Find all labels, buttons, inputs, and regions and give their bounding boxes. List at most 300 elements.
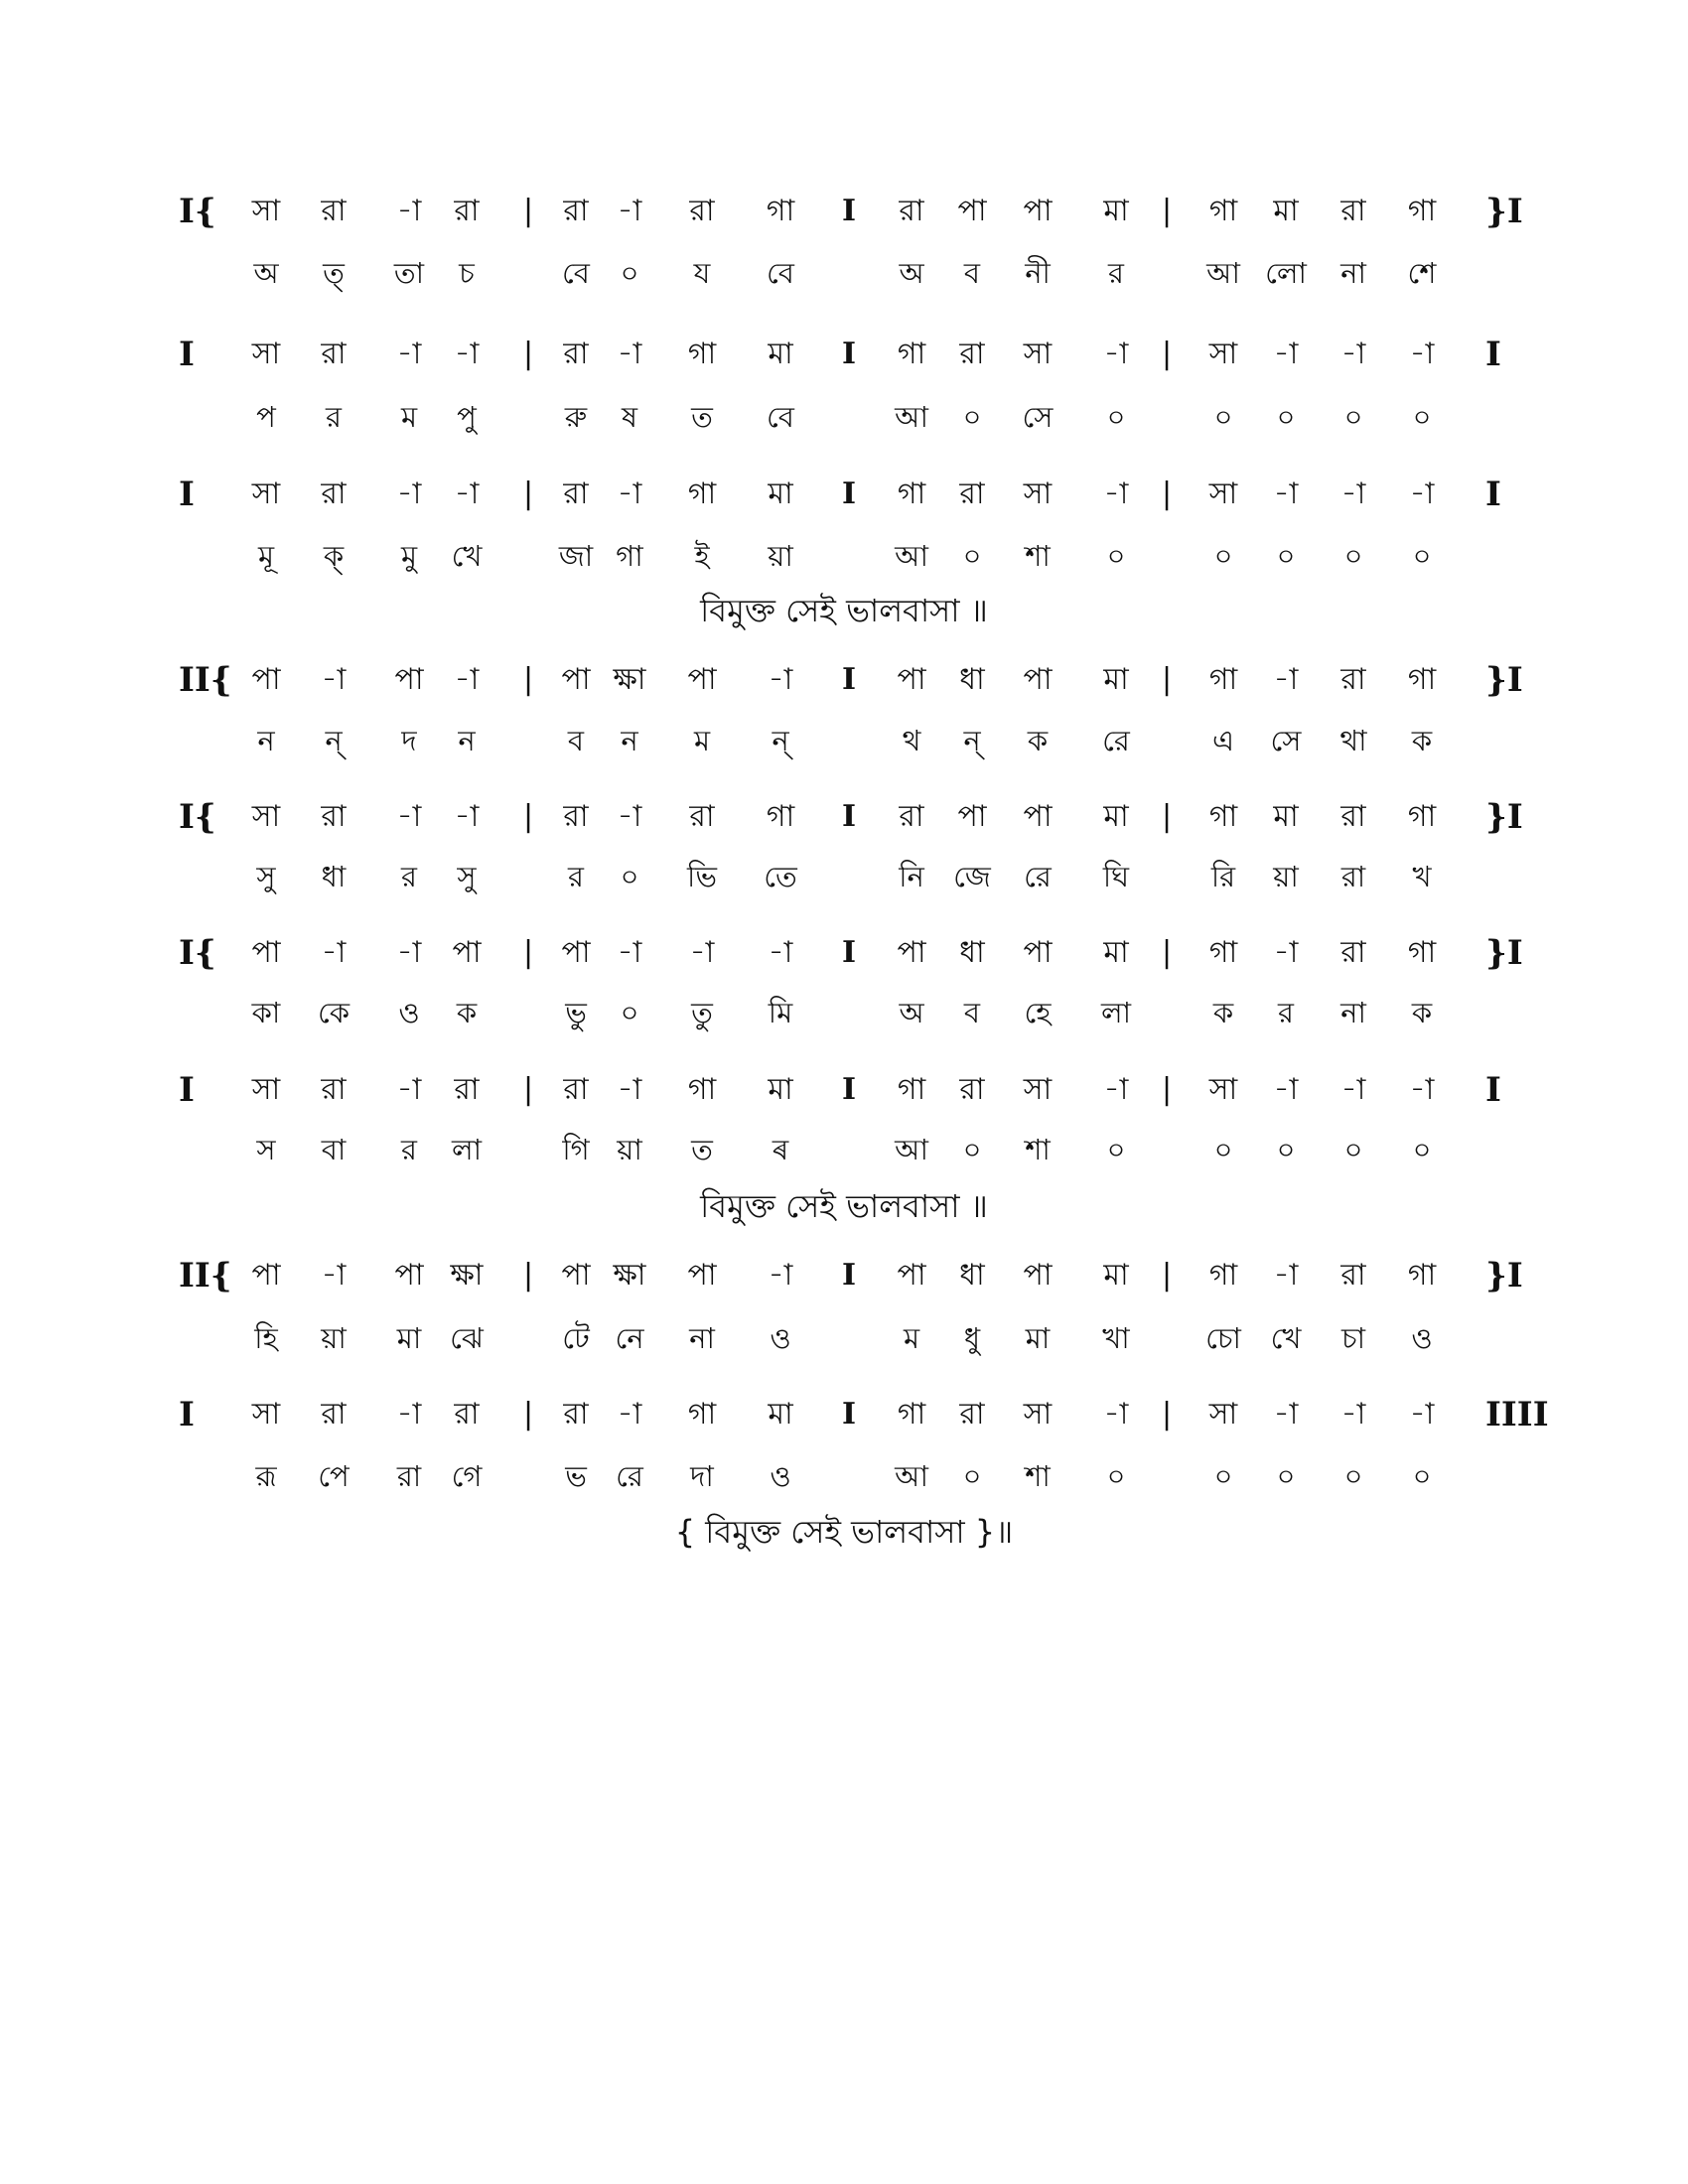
note: -া <box>396 337 422 371</box>
bar-separator: I <box>841 194 857 228</box>
lyric-syllable: রে <box>1102 724 1130 757</box>
note: পা <box>687 1258 717 1293</box>
bar-separator: | <box>522 477 534 511</box>
note: ক্ষা <box>613 662 646 697</box>
note: মা <box>1103 1258 1129 1293</box>
lyric-syllable: ও <box>770 1321 791 1355</box>
note: সা <box>1208 477 1238 511</box>
note: ক্ষা <box>613 1258 646 1293</box>
note: -া <box>1103 477 1129 511</box>
notation-row <box>0 1385 1688 1444</box>
lyric-row <box>0 983 1688 1042</box>
note: সা <box>251 799 281 834</box>
note: সা <box>251 477 281 511</box>
lyric-syllable: তে <box>764 860 797 893</box>
lyric-syllable: ০ <box>1106 1133 1126 1166</box>
lyric-syllable: বা <box>321 1133 347 1166</box>
lyric-syllable: বে <box>767 256 794 290</box>
lyric-syllable: রি <box>1210 860 1236 893</box>
note: রা <box>1340 935 1366 970</box>
note: পা <box>394 1258 424 1293</box>
lyric-syllable: রু <box>564 400 588 434</box>
note: গা <box>687 477 717 511</box>
lyric-syllable: খে <box>1270 1321 1302 1355</box>
lyric-syllable: ন্ <box>772 724 789 757</box>
note: গা <box>1407 799 1437 834</box>
note: পা <box>957 799 987 834</box>
bar-separator: | <box>1161 1072 1173 1107</box>
note: পা <box>897 935 926 970</box>
note: পা <box>561 935 591 970</box>
lyric-syllable: ধু <box>963 1321 981 1355</box>
lyric-syllable: মা <box>1025 1321 1051 1355</box>
lyric-syllable: আ <box>895 539 928 573</box>
lyric-syllable: তা <box>393 256 425 290</box>
lyric-syllable: ০ <box>1276 1459 1296 1493</box>
lyric-syllable: ত <box>691 1133 713 1166</box>
lyric-syllable: নে <box>615 1321 644 1355</box>
lyric-syllable: র <box>1278 996 1294 1029</box>
note: পা <box>561 1258 591 1293</box>
note: পা <box>394 662 424 697</box>
bar-close-mark: }I <box>1485 797 1523 837</box>
bar-separator: I <box>841 1072 857 1107</box>
note: -া <box>689 935 715 970</box>
lyric-syllable: ন <box>621 724 638 757</box>
note: পা <box>561 662 591 697</box>
lyric-syllable: য়া <box>1273 860 1299 893</box>
note: মা <box>1273 799 1299 834</box>
lyric-syllable: র <box>401 1133 417 1166</box>
bar-close-mark: }I <box>1485 933 1523 973</box>
note: গা <box>1407 194 1437 228</box>
lyric-syllable: মু <box>400 539 418 573</box>
lyric-syllable: ০ <box>962 1459 982 1493</box>
lyric-syllable: আ <box>895 400 928 434</box>
note: -া <box>617 1397 642 1432</box>
note: -া <box>1409 337 1435 371</box>
lyric-syllable: রা <box>1340 860 1366 893</box>
notation-row <box>0 1060 1688 1120</box>
note: গা <box>687 337 717 371</box>
lyric-syllable: কে <box>317 996 351 1029</box>
lyric-syllable: স <box>256 1133 276 1166</box>
lyric-row <box>0 243 1688 303</box>
note: রা <box>1340 799 1366 834</box>
bar-separator: | <box>1161 935 1173 970</box>
note: রা <box>321 1072 347 1107</box>
bar-separator: | <box>522 799 534 834</box>
lyric-row <box>0 526 1688 586</box>
lyric-syllable: থা <box>1339 724 1367 757</box>
lyric-row <box>0 711 1688 770</box>
lyric-syllable: খ <box>1412 860 1432 893</box>
notation-row <box>0 787 1688 847</box>
refrain-line: বিমুক্ত সেই ভালবাসা ॥ <box>700 1187 988 1225</box>
note: মা <box>1103 935 1129 970</box>
note: -া <box>396 1072 422 1107</box>
notation-row <box>0 325 1688 384</box>
lyric-syllable: ক <box>1212 996 1234 1029</box>
note: সা <box>1023 337 1053 371</box>
lyric-syllable: ম <box>400 400 418 434</box>
note: ক্ষা <box>450 1258 484 1293</box>
lyric-syllable: শে <box>1407 256 1437 290</box>
note: -া <box>768 662 793 697</box>
refrain-line: { বিমুক্ত সেই ভালবাসা }॥ <box>674 1513 1014 1551</box>
note: -া <box>617 194 642 228</box>
lyric-syllable: য়া <box>768 539 793 573</box>
bar-close-mark: }I <box>1485 192 1523 231</box>
lyric-syllable: ০ <box>1412 1459 1432 1493</box>
lyric-syllable: ন <box>257 724 275 757</box>
lyric-row <box>0 1120 1688 1179</box>
lyric-syllable: ০ <box>1276 1133 1296 1166</box>
lyric-syllable: র <box>326 400 342 434</box>
bar-close-mark: IIII <box>1485 1395 1549 1434</box>
lyric-syllable: ০ <box>1106 400 1126 434</box>
note: -া <box>768 935 793 970</box>
lyric-syllable: ক <box>1027 724 1049 757</box>
note: রা <box>1340 194 1366 228</box>
lyric-syllable: রূ <box>255 1459 277 1493</box>
lyric-syllable: ম <box>903 1321 920 1355</box>
lyric-syllable: ন্ <box>325 724 343 757</box>
note: গা <box>897 1072 926 1107</box>
lyric-syllable: ভি <box>687 860 717 893</box>
lyric-syllable: রে <box>1024 860 1052 893</box>
lyric-syllable: ভ <box>565 1459 587 1493</box>
lyric-syllable: হে <box>1024 996 1052 1029</box>
bar-separator: I <box>841 799 857 834</box>
note: -া <box>617 1072 642 1107</box>
note: মা <box>768 1072 793 1107</box>
note: গা <box>1208 1258 1238 1293</box>
note: সা <box>1208 1397 1238 1432</box>
note: গা <box>1208 194 1238 228</box>
note: -া <box>617 337 642 371</box>
lyric-syllable: তু <box>691 996 713 1029</box>
note: সা <box>1208 337 1238 371</box>
note: রা <box>563 1072 589 1107</box>
lyric-syllable: না <box>1340 996 1366 1029</box>
lyric-syllable: য <box>693 256 711 290</box>
lyric-syllable: ক্ <box>323 539 345 573</box>
bar-separator: | <box>1161 477 1173 511</box>
note: রা <box>454 1397 480 1432</box>
lyric-syllable: ০ <box>962 539 982 573</box>
notation-row <box>0 650 1688 710</box>
note: ধা <box>959 662 985 697</box>
notation-row <box>0 1246 1688 1305</box>
lyric-syllable: লো <box>1265 256 1307 290</box>
lyric-syllable: সে <box>1022 400 1054 434</box>
lyric-syllable: ত <box>691 400 713 434</box>
lyric-syllable: র <box>1108 256 1124 290</box>
note: গা <box>766 194 795 228</box>
lyric-syllable: ০ <box>1213 1459 1233 1493</box>
note: -া <box>1409 477 1435 511</box>
bar-separator: | <box>1161 337 1173 371</box>
lyric-syllable: ০ <box>1412 539 1432 573</box>
bar-separator: | <box>1161 1397 1173 1432</box>
note: পা <box>1023 1258 1053 1293</box>
lyric-syllable: য়া <box>321 1321 347 1355</box>
lyric-syllable: ও <box>398 996 420 1029</box>
bar-close-mark: }I <box>1485 660 1523 700</box>
lyric-syllable: য়া <box>617 1133 642 1166</box>
note: রা <box>959 477 985 511</box>
bar-separator: I <box>841 1258 857 1293</box>
note: -া <box>1273 337 1299 371</box>
lyric-syllable: লা <box>1100 996 1132 1029</box>
lyric-syllable: অ <box>253 256 279 290</box>
lyric-syllable: না <box>689 1321 715 1355</box>
note: গা <box>897 337 926 371</box>
note: পা <box>897 662 926 697</box>
lyric-syllable: ০ <box>620 996 639 1029</box>
bar-close-mark: I <box>1485 335 1501 374</box>
note: -া <box>1103 1397 1129 1432</box>
lyric-syllable: দা <box>690 1459 714 1493</box>
lyric-syllable: ম <box>693 724 711 757</box>
lyric-syllable: আ <box>895 1459 928 1493</box>
note: পা <box>957 194 987 228</box>
note: গা <box>1208 662 1238 697</box>
note: -া <box>396 935 422 970</box>
lyric-syllable: চো <box>1205 1321 1241 1355</box>
lyric-syllable: ০ <box>1343 539 1363 573</box>
lyric-syllable: র <box>401 860 417 893</box>
note: গা <box>1407 935 1437 970</box>
note: মা <box>768 1397 793 1432</box>
note: রা <box>321 194 347 228</box>
note: রা <box>689 799 715 834</box>
note: -া <box>396 1397 422 1432</box>
lyric-syllable: ০ <box>1213 539 1233 573</box>
lyric-syllable: ০ <box>962 1133 982 1166</box>
lyric-syllable: ০ <box>1276 400 1296 434</box>
lyric-syllable: ০ <box>620 256 639 290</box>
lyric-syllable: গা <box>616 539 643 573</box>
note: রা <box>563 194 589 228</box>
lyric-syllable: অ <box>899 996 924 1029</box>
note: গা <box>687 1072 717 1107</box>
lyric-syllable: বে <box>767 400 794 434</box>
bar-separator: I <box>841 1397 857 1432</box>
note: সা <box>251 1397 281 1432</box>
note: গা <box>1208 799 1238 834</box>
lyric-syllable: এ <box>1211 724 1235 757</box>
note: -া <box>1273 935 1299 970</box>
bar-open-mark: II{ <box>179 1256 232 1296</box>
lyric-syllable: ঝে <box>450 1321 484 1355</box>
note: পা <box>251 1258 281 1293</box>
note: ধা <box>959 935 985 970</box>
note: -া <box>1409 1072 1435 1107</box>
bar-open-mark: I <box>179 1070 195 1110</box>
bar-separator: I <box>841 477 857 511</box>
note: -া <box>454 799 480 834</box>
note: -া <box>1273 477 1299 511</box>
note: -া <box>617 477 642 511</box>
lyric-syllable: অ <box>899 256 924 290</box>
note: পা <box>251 662 281 697</box>
lyric-syllable: ন <box>458 724 476 757</box>
bar-separator: | <box>522 662 534 697</box>
lyric-syllable: ত্ <box>323 256 345 290</box>
note: -া <box>1103 1072 1129 1107</box>
lyric-syllable: ভু <box>565 996 587 1029</box>
bar-separator: I <box>841 337 857 371</box>
lyric-syllable: না <box>1340 256 1366 290</box>
bar-separator: | <box>1161 799 1173 834</box>
lyric-syllable: আ <box>1206 256 1240 290</box>
lyric-syllable: শা <box>1025 539 1051 573</box>
bar-close-mark: }I <box>1485 1256 1523 1296</box>
lyric-syllable: ব <box>963 996 981 1029</box>
lyric-syllable: ০ <box>1213 400 1233 434</box>
lyric-syllable: কা <box>251 996 281 1029</box>
lyric-syllable: পে <box>318 1459 350 1493</box>
lyric-syllable: ০ <box>1213 1133 1233 1166</box>
note: -া <box>1340 1072 1366 1107</box>
lyric-syllable: ক <box>456 996 478 1029</box>
lyric-syllable: ও <box>770 1459 791 1493</box>
note: রা <box>899 194 924 228</box>
note: -া <box>1273 1072 1299 1107</box>
refrain-line: বিমুক্ত সেই ভালবাসা ॥ <box>700 592 988 629</box>
bar-open-mark: I{ <box>179 192 216 231</box>
lyric-syllable: শা <box>1025 1459 1051 1493</box>
lyric-syllable: চা <box>1340 1321 1366 1355</box>
note: -া <box>1340 477 1366 511</box>
note: গা <box>687 1397 717 1432</box>
note: পা <box>452 935 482 970</box>
note: -া <box>454 662 480 697</box>
lyric-syllable: প <box>256 400 276 434</box>
lyric-syllable: ক <box>1411 996 1433 1029</box>
lyric-syllable: ব <box>567 724 585 757</box>
note: গা <box>1208 935 1238 970</box>
lyric-syllable: আ <box>895 1133 928 1166</box>
lyric-syllable: সু <box>256 860 276 893</box>
lyric-syllable: শা <box>1025 1133 1051 1166</box>
bar-open-mark: II{ <box>179 660 232 700</box>
note: মা <box>1103 662 1129 697</box>
note: -া <box>1273 1397 1299 1432</box>
note: -া <box>1409 1397 1435 1432</box>
note: রা <box>899 799 924 834</box>
note: মা <box>768 477 793 511</box>
lyric-syllable: থ <box>902 724 921 757</box>
note: রা <box>321 799 347 834</box>
note: পা <box>687 662 717 697</box>
note: গা <box>766 799 795 834</box>
lyric-syllable: ৰ <box>772 1133 789 1166</box>
lyric-syllable: ০ <box>620 860 639 893</box>
lyric-syllable: মূ <box>257 539 275 573</box>
note: সা <box>1023 477 1053 511</box>
bar-separator: | <box>1161 662 1173 697</box>
bar-separator: I <box>841 662 857 697</box>
note: গা <box>1407 1258 1437 1293</box>
note: সা <box>1023 1397 1053 1432</box>
note: পা <box>897 1258 926 1293</box>
lyric-syllable: নি <box>899 860 924 893</box>
note: পা <box>1023 194 1053 228</box>
lyric-syllable: সে <box>1270 724 1302 757</box>
note: মা <box>1103 799 1129 834</box>
note: রা <box>321 477 347 511</box>
note: পা <box>251 935 281 970</box>
bar-separator: I <box>841 935 857 970</box>
note: গা <box>897 477 926 511</box>
note: রা <box>959 1072 985 1107</box>
note: রা <box>959 337 985 371</box>
lyric-syllable: ষ <box>622 400 637 434</box>
bar-open-mark: I <box>179 475 195 514</box>
note: -া <box>617 935 642 970</box>
lyric-syllable: জে <box>953 860 991 893</box>
lyric-syllable: পু <box>457 400 477 434</box>
notation-row <box>0 465 1688 524</box>
lyric-syllable: ০ <box>1343 1459 1363 1493</box>
bar-separator: | <box>522 194 534 228</box>
bar-separator: | <box>522 935 534 970</box>
note: রা <box>454 1072 480 1107</box>
lyric-syllable: ০ <box>1412 400 1432 434</box>
lyric-syllable: সু <box>457 860 477 893</box>
note: -া <box>1273 1258 1299 1293</box>
lyric-row <box>0 847 1688 906</box>
note: রা <box>689 194 715 228</box>
lyric-row <box>0 1308 1688 1368</box>
note: রা <box>1340 1258 1366 1293</box>
bar-separator: | <box>1161 1258 1173 1293</box>
note: রা <box>1340 662 1366 697</box>
lyric-syllable: ন্ <box>963 724 981 757</box>
bar-open-mark: I{ <box>179 797 216 837</box>
note: রা <box>563 799 589 834</box>
note: পা <box>1023 935 1053 970</box>
lyric-syllable: ঘি <box>1102 860 1130 893</box>
lyric-syllable: লা <box>451 1133 483 1166</box>
note: সা <box>251 1072 281 1107</box>
note: সা <box>251 194 281 228</box>
lyric-syllable: ও <box>1411 1321 1433 1355</box>
lyric-syllable: গি <box>562 1133 590 1166</box>
bar-separator: | <box>522 1258 534 1293</box>
bar-open-mark: I <box>179 335 195 374</box>
note: রা <box>959 1397 985 1432</box>
note: রা <box>563 337 589 371</box>
note: -া <box>1103 337 1129 371</box>
note: -া <box>396 799 422 834</box>
note: রা <box>563 477 589 511</box>
bar-close-mark: I <box>1485 1070 1501 1110</box>
lyric-syllable: ০ <box>1343 1133 1363 1166</box>
lyric-syllable: নী <box>1025 256 1051 290</box>
note: গা <box>897 1397 926 1432</box>
lyric-syllable: ০ <box>1412 1133 1432 1166</box>
note: সা <box>1023 1072 1053 1107</box>
lyric-syllable: চ <box>459 256 475 290</box>
note: পা <box>1023 799 1053 834</box>
note: -া <box>454 337 480 371</box>
note: -া <box>1340 337 1366 371</box>
note: -া <box>617 799 642 834</box>
